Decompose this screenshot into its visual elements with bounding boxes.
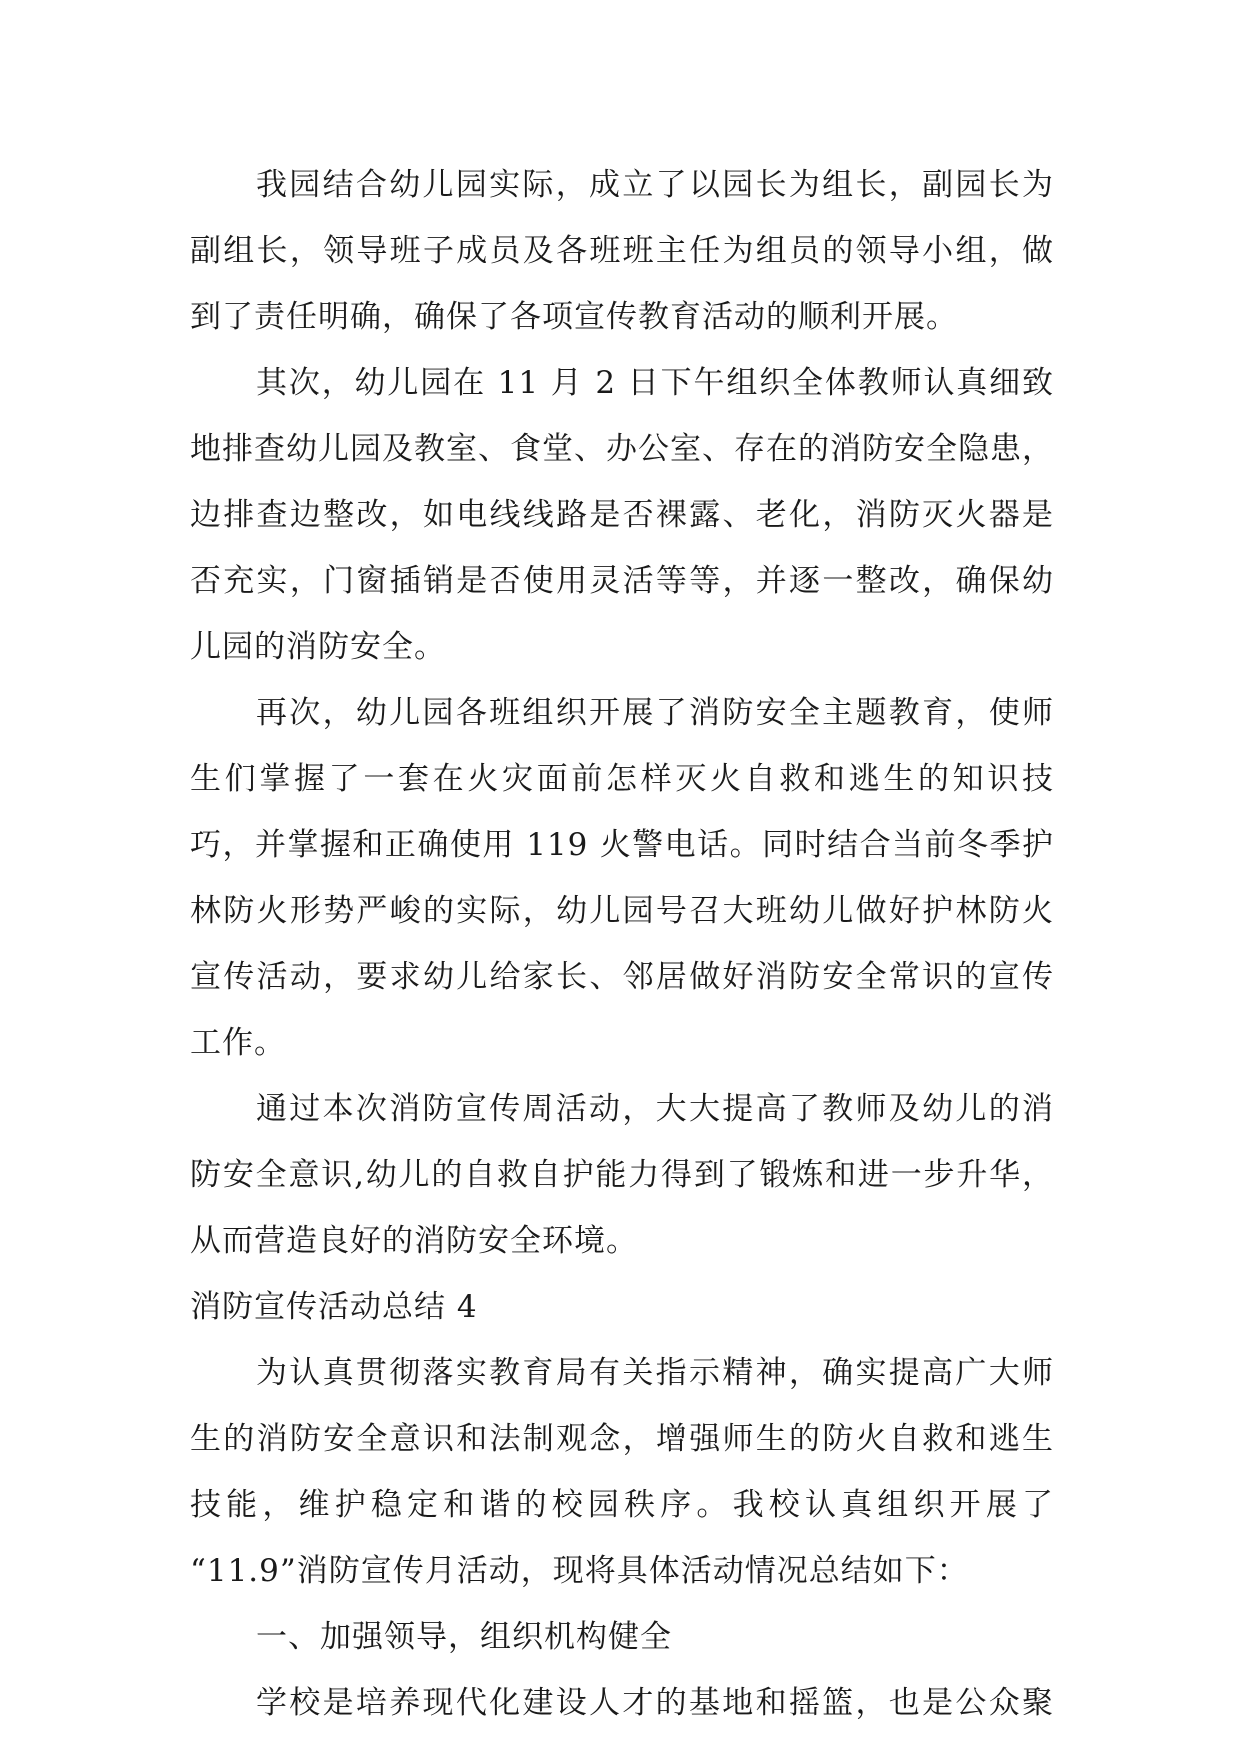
section-heading: 消防宣传活动总结 4 [190, 1289, 478, 1325]
text-line: 到了责任明确，确保了各项宣传教育活动的顺利开展。 [190, 299, 958, 335]
text-line: 副组长，领导班子成员及各班班主任为组员的领导小组，做 [190, 233, 1054, 269]
text-line: 再次，幼儿园各班组织开展了消防安全主题教育，使师 [256, 695, 1054, 731]
text-line: 生的消防安全意识和法制观念，增强师生的防火自救和逃生 [190, 1421, 1054, 1457]
text-line: 技能，维护稳定和谐的校园秩序。我校认真组织开展了 [190, 1487, 1054, 1523]
text-line: 地排查幼儿园及教室、食堂、办公室、存在的消防安全隐患， [190, 431, 1054, 467]
text-line: 生们掌握了一套在火灾面前怎样灭火自救和逃生的知识技 [190, 761, 1054, 797]
text-line: 工作。 [190, 1025, 286, 1061]
text-line: “11.9”消防宣传月活动，现将具体活动情况总结如下： [190, 1553, 969, 1589]
text-line: 宣传活动，要求幼儿给家长、邻居做好消防安全常识的宣传 [190, 959, 1054, 995]
text-line: 我园结合幼儿园实际，成立了以园长为组长，副园长为 [256, 167, 1054, 203]
text-line: 否充实，门窗插销是否使用灵活等等，并逐一整改，确保幼 [190, 563, 1054, 599]
text-line: 边排查边整改，如电线线路是否裸露、老化，消防灭火器是 [190, 497, 1054, 533]
text-line: 从而营造良好的消防安全环境。 [190, 1223, 638, 1259]
text-line: 学校是培养现代化建设人才的基地和摇篮，也是公众聚 [256, 1685, 1054, 1721]
text-line: 通过本次消防宣传周活动，大大提高了教师及幼儿的消 [256, 1091, 1054, 1127]
text-line: 林防火形势严峻的实际，幼儿园号召大班幼儿做好护林防火 [190, 893, 1054, 929]
text-line: 防安全意识,幼儿的自救自护能力得到了锻炼和进一步升华， [190, 1157, 1054, 1193]
text-line: 为认真贯彻落实教育局有关指示精神，确实提高广大师 [256, 1355, 1054, 1391]
text-line: 儿园的消防安全。 [190, 629, 446, 665]
text-line: 巧，并掌握和正确使用 119 火警电话。同时结合当前冬季护 [190, 827, 1054, 863]
subheading: 一、加强领导，组织机构健全 [256, 1619, 672, 1655]
text-line: 其次，幼儿园在 11 月 2 日下午组织全体教师认真细致 [256, 365, 1054, 401]
